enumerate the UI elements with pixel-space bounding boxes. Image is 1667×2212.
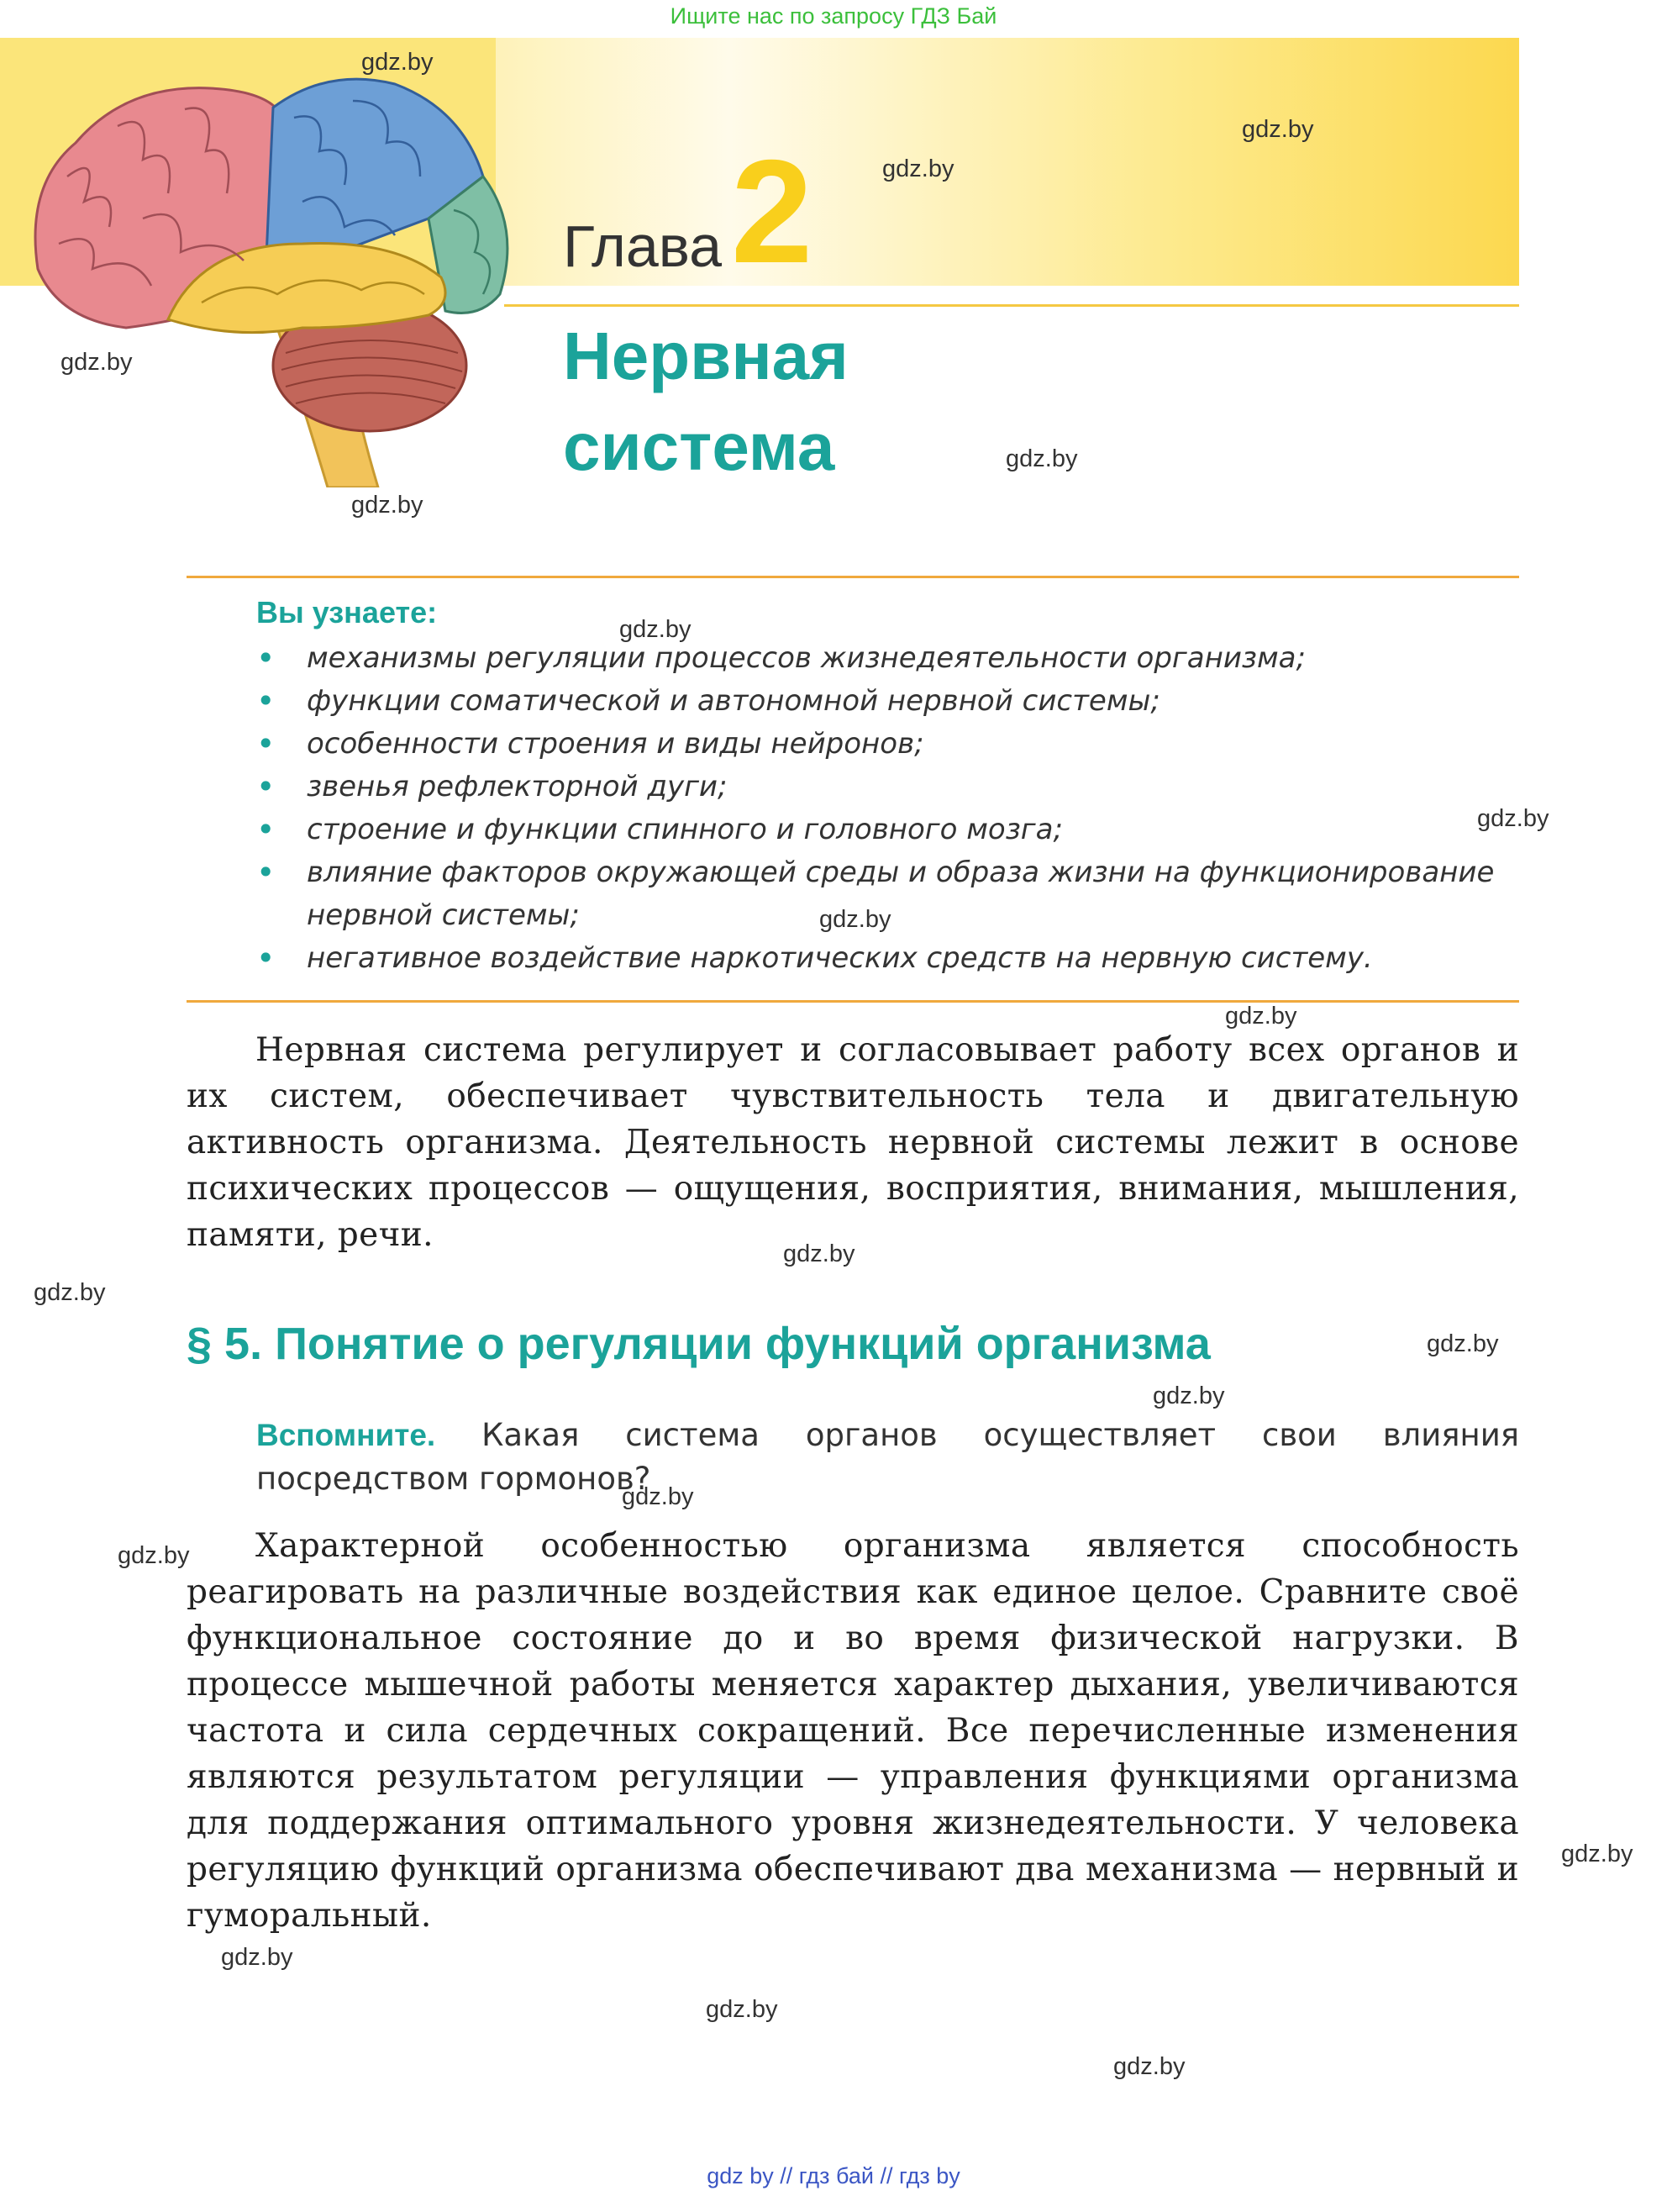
watermark: gdz.by: [1427, 1330, 1499, 1357]
list-item-text: звенья рефлекторной дуги;: [307, 770, 728, 803]
learn-heading: Вы узнаете:: [256, 595, 438, 629]
footer-links[interactable]: gdz by // гдз бай // гдз by: [707, 2163, 960, 2188]
learn-top-rule: [187, 576, 1519, 578]
watermark: gdz.by: [882, 155, 954, 182]
watermark: gdz.by: [622, 1483, 694, 1510]
watermark: gdz.by: [1225, 1003, 1297, 1030]
bullet-icon: •: [256, 768, 276, 805]
watermark: gdz.by: [221, 1944, 293, 1971]
intro-paragraph: [187, 1027, 1519, 1258]
chapter-title: [563, 311, 849, 492]
watermark: gdz.by: [351, 492, 423, 519]
list-item: [256, 680, 1533, 723]
header-rule: [504, 304, 1519, 307]
intro-paragraph-text: Нервная система регулирует и согласовывает работу всех органов и их систем, обеспечивает чувствительность тела и двигательную активность организма. Деятельность нервной системы лежит в основе психических процессов — ощущения, восприятия, внимания, мышления, памяти, речи.: [187, 1031, 1519, 1254]
bullet-icon: •: [256, 940, 276, 977]
list-item: [256, 808, 1533, 851]
watermark: gdz.by: [1242, 116, 1314, 143]
watermark: gdz.by: [1153, 1382, 1225, 1409]
watermark: gdz.by: [34, 1279, 106, 1306]
watermark: gdz.by: [819, 906, 891, 933]
list-item-text: негативное воздействие наркотических средств на нервную систему.: [307, 941, 1373, 975]
remember-text: Какая система органов осуществляет свои влияния посредством гормонов?: [256, 1417, 1519, 1497]
chapter-word: Глава: [563, 213, 723, 279]
watermark: gdz.by: [1006, 445, 1078, 472]
chapter-title-line2: система: [563, 409, 835, 484]
learn-list: [256, 637, 1533, 980]
watermark: gdz.by: [361, 49, 434, 76]
watermark: gdz.by: [1561, 1841, 1633, 1867]
bullet-icon: •: [256, 811, 276, 848]
watermark: gdz.by: [1113, 2053, 1186, 2080]
list-item-text: механизмы регуляции процессов жизнедеятельности организма;: [307, 641, 1306, 675]
list-item-text: особенности строения и виды нейронов;: [307, 727, 924, 761]
top-banner[interactable]: Ищите нас по запросу ГДЗ Бай: [670, 3, 997, 29]
list-item: [256, 937, 1533, 980]
brain-illustration: [25, 50, 521, 487]
list-item-text: функции соматической и автономной нервной системы;: [307, 684, 1160, 718]
list-item: [256, 766, 1533, 808]
list-item: [256, 723, 1533, 766]
section-paragraph: [187, 1523, 1519, 1939]
list-item-text: влияние факторов окружающей среды и образа жизни на функционирование нервной системы;: [307, 856, 1495, 932]
list-item: [256, 637, 1533, 680]
remember-block: [256, 1414, 1519, 1501]
chapter-number: 2: [731, 130, 813, 294]
bullet-icon: •: [256, 854, 276, 891]
watermark: gdz.by: [1477, 805, 1549, 832]
watermark: gdz.by: [783, 1240, 855, 1267]
chapter-title-line1: Нервная: [563, 319, 849, 393]
section-paragraph-text: Характерной особенностью организма является способность реагировать на различные воздействия как единое целое. Сравните своё функциональное состояние до и во время физической нагрузки. В процессе мышечной работы меняется характер дыхания, увеличиваются частота и сила сердечных сокращений. Все перечисленные изменения являются результатом регуляции — управления функциями организма для поддержания оптимального уровня жизнедеятельности. У человека регуляцию функций организма обеспечивают два механизма — нервный и гуморальный.: [187, 1527, 1519, 1935]
bullet-icon: •: [256, 725, 276, 762]
section-title: § 5. Понятие о регуляции функций организма: [187, 1319, 1211, 1369]
list-item-text: строение и функции спинного и головного мозга;: [307, 813, 1063, 846]
remember-label: Вспомните.: [256, 1418, 436, 1452]
list-item: [256, 851, 1533, 937]
watermark: gdz.by: [60, 349, 133, 376]
learn-bottom-rule: [187, 1000, 1519, 1003]
bullet-icon: •: [256, 682, 276, 719]
watermark: gdz.by: [706, 1996, 778, 2023]
watermark: gdz.by: [118, 1542, 190, 1569]
watermark: gdz.by: [619, 616, 692, 643]
bullet-icon: •: [256, 640, 276, 677]
